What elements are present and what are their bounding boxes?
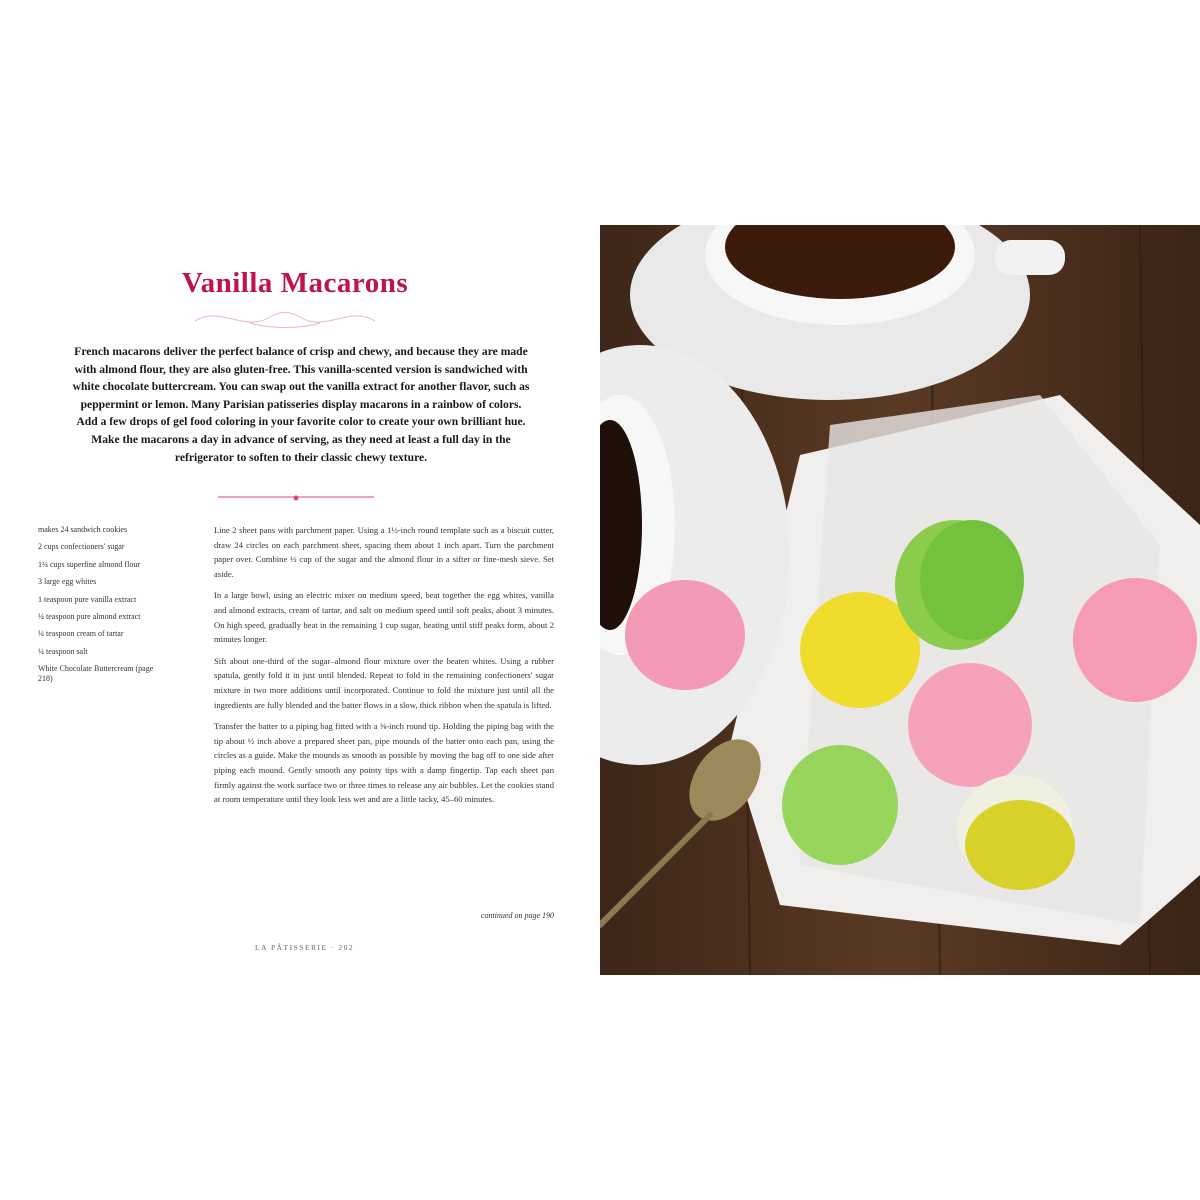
ingredient: ¼ teaspoon salt [38,646,88,656]
pink-macaron-bitten [625,580,745,690]
ingredient: ¼ teaspoon pure almond extract [38,611,141,621]
ingredients-list [38,525,208,692]
ingredient: 2 cups confectioners' sugar [38,542,125,552]
continued-note: continued on page 190 [480,911,554,920]
method-step: In a large bowl, using an electric mixer on medium speed, beat together the egg whites, vanilla and almond extracts, cream of tartar, and salt on medium speed until soft peaks, about 3 minutes. On high speed, gradually beat in the remaining 1 cup sugar, beating until stiff peaks form, about 2 minutes longer. [214,590,554,645]
macarons-photo [600,225,1200,975]
section-divider [218,493,374,501]
ingredient: 1 teaspoon pure vanilla extract [38,594,137,604]
method-step: Transfer the batter to a piping bag fitted with a ⅜-inch round tip. Holding the piping bag with the tip about ½ inch above a prepared sheet pan, pipe mounds of the batter onto each pan, using the circles as a guide. Make the mounds as smooth as possible by moving the bag off to one side after piping each mound. Gently smooth any pointy tips with a damp fingertip. Tap each sheet pan firmly against the work surface two or three times to release any air bubbles. Let the cookies stand at room temperature until they look less wet and are a little tacky, 45–60 minutes. [214,721,554,805]
title-flourish [190,303,380,333]
method-step: Line 2 sheet pans with parchment paper. Using a 1½-inch round template such as a biscuit cutter, draw 24 circles on each parchment sheet, spacing them about 1 inch apart. Turn the parchment paper over. Combine ½ cup of the sugar and the almond flour in a sifter or fine-mesh sieve. Set aside. [214,525,554,579]
page-footer: LA PÂTISSERIE · 202 [255,943,355,952]
ingredient: White Chocolate Buttercream (page 218) [38,664,154,684]
ingredient: 1¼ cups superfine almond flour [38,559,140,569]
pink-macaron-center [908,663,1032,787]
yield: makes 24 sandwich cookies [38,525,128,534]
recipe-title: Vanilla Macarons [181,267,409,299]
ingredient: ¼ teaspoon cream of tartar [38,629,124,639]
pink-macaron-right [1073,578,1197,702]
recipe-page [0,225,600,975]
photo-illustration [600,225,1200,975]
ingredient: 3 large egg whites [38,577,97,587]
method-step: Sift about one-third of the sugar–almond flour mixture over the beaten whites. Using a rubber spatula, gently fold it in just until blended. Repeat to fold in the remaining confectioners' sugar mixture in two more additions until incorporated. Continue to fold the mixture just until all the ingredients are fully blended and the batter flows in a slow, thick ribbon when the spatula is lifted. [214,655,554,710]
recipe-intro: French macarons deliver the perfect balance of crisp and chewy, and because they are made with almond flour, they are also gluten-free. This vanilla-scented version is sandwiched with white chocolate buttercream. You can swap out the vanilla extract for another flavor, such as peppermint or lemon. Many Parisian patisseries display macarons in a rainbow of colors. Add a few drops of gel food coloring in your favorite color to create your own brilliant hue. Make the macarons a day in advance of serving, as they need at least a full day in the refrigerator to soften to their classic chewy texture. [72,345,530,464]
green-macaron [782,745,898,865]
method [214,523,554,814]
